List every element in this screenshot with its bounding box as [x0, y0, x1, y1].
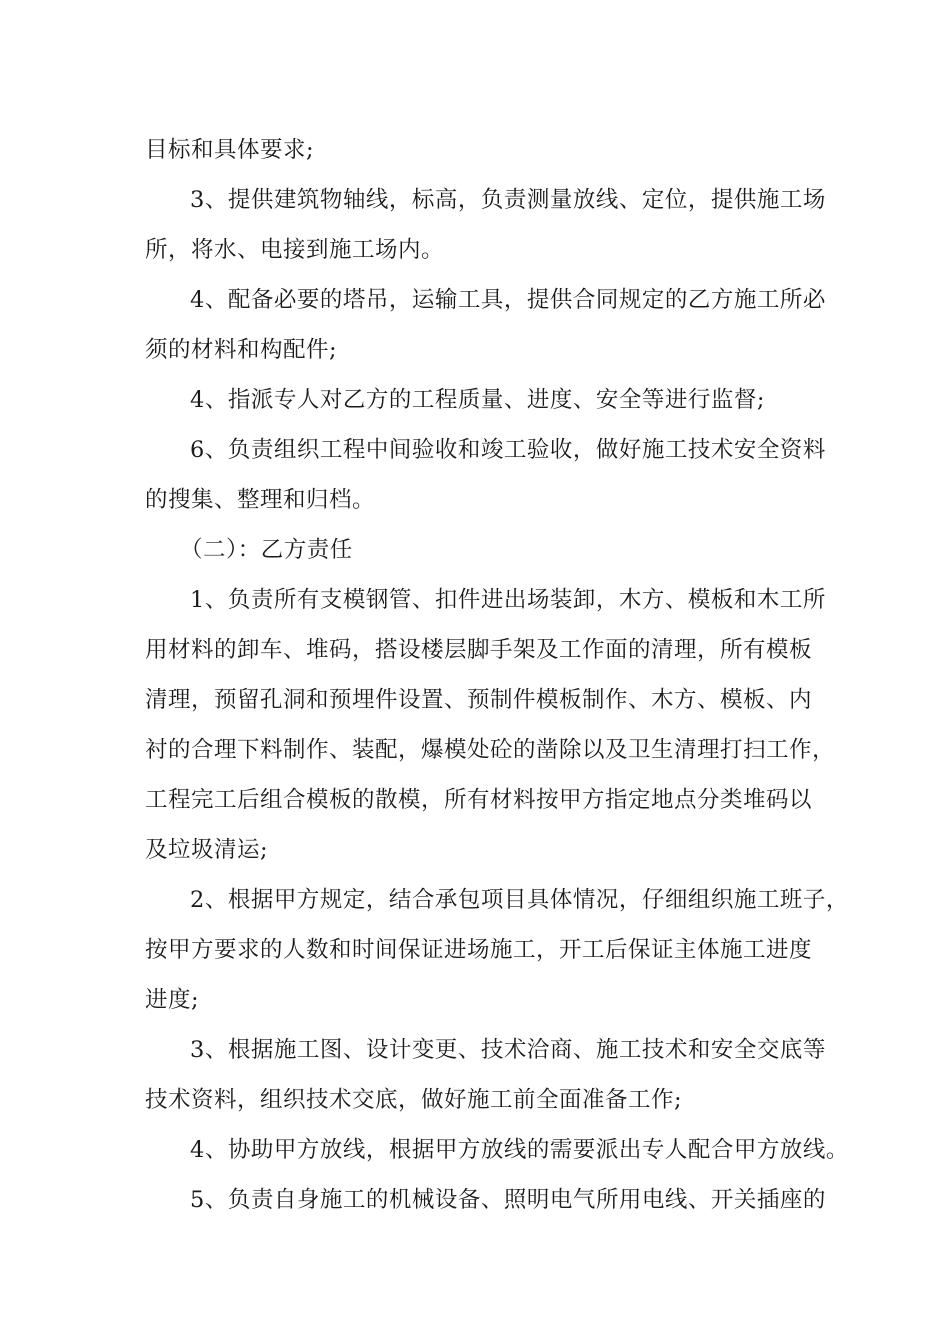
- text-line: 用材料的卸车、堆码，搭设楼层脚手架及工作面的清理，所有模板: [145, 637, 813, 663]
- text-line: 4、协助甲方放线，根据甲方放线的需要派出专人配合甲方放线。: [190, 1137, 849, 1163]
- text-line: 5、负责自身施工的机械设备、照明电气所用电线、开关插座的: [190, 1187, 826, 1213]
- text-line: 及垃圾清运;: [145, 837, 269, 863]
- text-line: 1、负责所有支模钢管、扣件进出场装卸，木方、模板和木工所: [190, 587, 826, 613]
- text-line: 的搜集、整理和归档。: [145, 487, 376, 513]
- text-line: 4、指派专人对乙方的工程质量、进度、安全等进行监督;: [190, 387, 765, 413]
- text-line: 3、根据施工图、设计变更、技术洽商、施工技术和安全交底等: [190, 1037, 826, 1063]
- text-line: 2、根据甲方规定，结合承包项目具体情况，仔细组织施工班子，: [190, 887, 849, 913]
- text-line: 进度;: [145, 987, 200, 1013]
- text-line: 目标和具体要求;: [145, 137, 315, 163]
- section-heading: （二）：乙方责任: [180, 537, 353, 563]
- text-line: 按甲方要求的人数和时间保证进场施工，开工后保证主体施工进度: [145, 937, 813, 963]
- text-line: 所，将水、电接到施工场内。: [145, 237, 445, 263]
- text-line: 技术资料，组织技术交底，做好施工前全面准备工作;: [145, 1087, 683, 1113]
- text-line: 清理，预留孔洞和预埋件设置、预制件模板制作、木方、模板、内: [145, 687, 813, 713]
- text-line: 4、配备必要的塔吊，运输工具，提供合同规定的乙方施工所必: [190, 287, 826, 313]
- text-line: 6、负责组织工程中间验收和竣工验收，做好施工技术安全资料: [190, 437, 826, 463]
- text-line: 3、提供建筑物轴线，标高，负责测量放线、定位，提供施工场: [190, 187, 826, 213]
- text-line: 工程完工后组合模板的散模，所有材料按甲方指定地点分类堆码以: [145, 787, 813, 813]
- text-line: 须的材料和构配件;: [145, 337, 338, 363]
- text-line: 衬的合理下料制作、装配，爆模处砼的凿除以及卫生清理打扫工作，: [145, 737, 836, 763]
